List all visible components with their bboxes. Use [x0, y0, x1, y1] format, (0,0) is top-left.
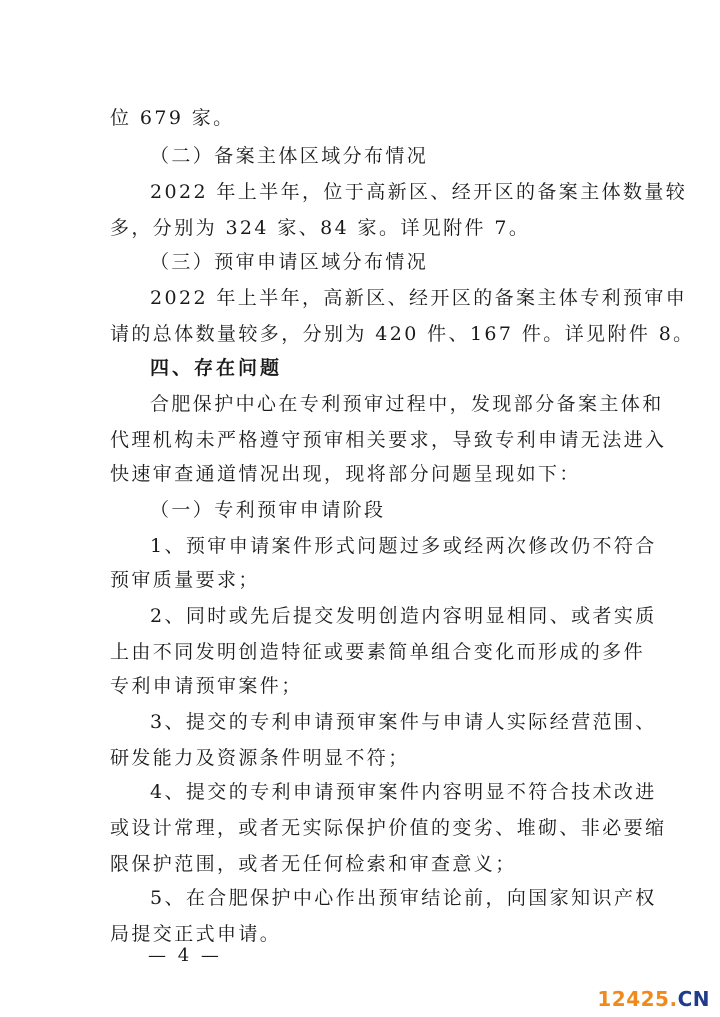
text-line: 或设计常理，或者无实际保护价值的变劣、堆砌、非必要缩	[110, 817, 667, 839]
list-item: 1、预审申请案件形式问题过多或经两次修改仍不符合	[150, 535, 657, 557]
text-line: 预审质量要求；	[110, 569, 260, 591]
text-line: 位 679 家。	[110, 107, 235, 129]
text-line: 请的总体数量较多，分别为 420 件、167 件。详见附件 8。	[110, 323, 695, 345]
watermark-dot: .	[669, 987, 678, 1011]
text-line: 研发能力及资源条件明显不符；	[110, 747, 410, 769]
page-number: — 4 —	[148, 945, 222, 966]
list-item: 3、提交的专利申请预审案件与申请人实际经营范围、	[150, 711, 657, 733]
text-line: 2022 年上半年，高新区、经开区的备案主体专利预审申	[150, 287, 688, 309]
text-line: 上由不同发明创造特征或要素简单组合变化而形成的多件	[110, 641, 646, 663]
chapter-heading: 四、存在问题	[150, 357, 283, 379]
text-line: 合肥保护中心在专利预审过程中，发现部分备案主体和	[150, 393, 664, 415]
watermark-number: 12425	[597, 987, 670, 1011]
text-line: 代理机构未严格遵守预审相关要求，导致专利申请无法进入	[110, 429, 667, 451]
text-line: 限保护范围，或者无任何检索和审查意义；	[110, 853, 517, 875]
text-line: 快速审查通道情况出现，现将部分问题呈现如下：	[110, 463, 581, 485]
list-item: 5、在合肥保护中心作出预审结论前，向国家知识产权	[150, 887, 657, 909]
section-heading: （一）专利预审申请阶段	[150, 499, 386, 521]
list-item: 2、同时或先后提交发明创造内容明显相同、或者实质	[150, 605, 657, 627]
site-watermark	[597, 987, 710, 1011]
text-line: 2022 年上半年，位于高新区、经开区的备案主体数量较	[150, 181, 688, 203]
text-line: 多，分别为 324 家、84 家。详见附件 7。	[110, 217, 531, 239]
section-heading: （二）备案主体区域分布情况	[150, 145, 429, 167]
list-item: 4、提交的专利申请预审案件内容明显不符合技术改进	[150, 781, 657, 803]
text-line: 局提交正式申请。	[110, 923, 282, 945]
watermark-suffix: CN	[677, 987, 710, 1011]
section-heading: （三）预审申请区域分布情况	[150, 251, 429, 273]
text-line: 专利申请预审案件；	[110, 675, 303, 697]
